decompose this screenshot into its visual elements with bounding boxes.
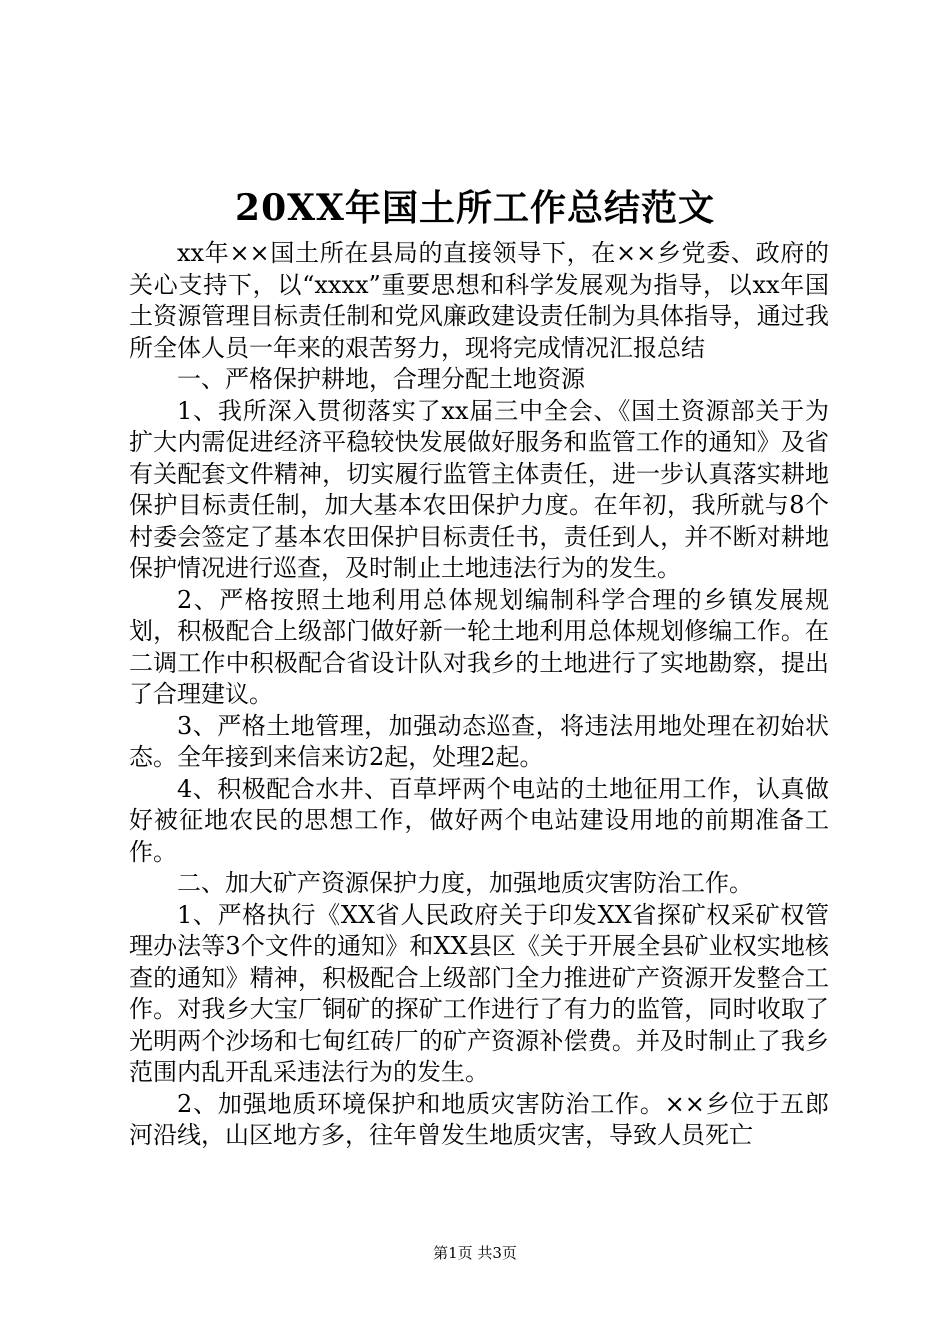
paragraph-1-1: 1、我所深入贯彻落实了xx届三中全会、《国土资源部关于为扩大内需促进经济平稳较快发展做好服务和监管工作的通知》及省有关配套文件精神，切实履行监管主体责任，进一步认真落实耕地保护目标责任制，加大基本农田保护力度。在年初，我所就与8个村委会签定了基本农田保护目标责任书，责任到人，并不断对耕地保护情况进行巡查，及时制止土地违法行为的发生。 xyxy=(129,396,829,582)
paragraph-2-1: 1、严格执行《XX省人民政府关于印发XX省探矿权采矿权管理办法等3个文件的通知》和XX县区《关于开展全县矿业权实地核查的通知》精神，积极配合上级部门全力推进矿产资源开发整合工作。对我乡大宝厂铜矿的探矿工作进行了有力的监管，同时收取了光明两个沙场和七甸红砖厂的矿产资源补偿费。并及时制止了我乡范围内乱开乱采违法行为的发生。 xyxy=(129,900,829,1086)
paragraph-1-2: 2、严格按照土地利用总体规划编制科学合理的乡镇发展规划，积极配合上级部门做好新一轮土地利用总体规划修编工作。在二调工作中积极配合省设计队对我乡的土地进行了实地勘察，提出了合理建议。 xyxy=(129,585,829,708)
section-heading-2: 二、加大矿产资源保护力度，加强地质灾害防治工作。 xyxy=(177,869,753,897)
paragraph-2-2: 2、加强地质环境保护和地质灾害防治工作。××乡位于五郎河沿线，山区地方多，往年曾发生地质灾害，导致人员死亡 xyxy=(129,1089,829,1149)
document-body xyxy=(129,238,829,1152)
paragraph-1-3: 3、严格土地管理，加强动态巡查，将违法用地处理在初始状态。全年接到来信来访2起，处理2起。 xyxy=(129,711,829,771)
page-number-footer: 第1页 共3页 xyxy=(433,1244,517,1262)
intro-paragraph: xx年××国土所在县局的直接领导下，在××乡党委、政府的关心支持下，以“xxxx”重要思想和科学发展观为指导，以xx年国土资源管理目标责任制和党风廉政建设责任制为具体指导，通过我所全体人员一年来的艰苦努力，现将完成情况汇报总结 xyxy=(129,239,829,362)
paragraph-1-4: 4、积极配合水井、百草坪两个电站的土地征用工作，认真做好被征地农民的思想工作，做好两个电站建设用地的前期准备工作。 xyxy=(129,774,829,866)
section-heading-1: 一、严格保护耕地，合理分配土地资源 xyxy=(177,365,585,393)
document-title: 20XX年国土所工作总结范文 xyxy=(235,187,715,229)
